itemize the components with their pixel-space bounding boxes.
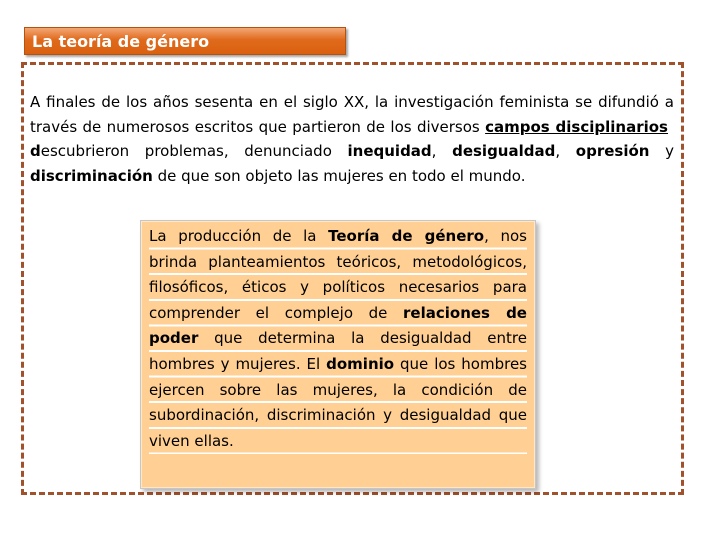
keyword-desigualdad: desigualdad	[452, 142, 556, 160]
intro-text-3: de que son objeto las mujeres en todo el mundo.	[157, 166, 526, 185]
keyword-teoria-de-genero: Teoría de género	[328, 227, 485, 245]
gender-theory-box	[140, 220, 536, 489]
keyword-inequidad: inequidad	[347, 142, 432, 160]
section-title: La teoría de género	[24, 27, 346, 55]
keyword-dominio: dominio	[326, 354, 395, 373]
keyword-relaciones-de-poder: relaciones de poder	[149, 303, 527, 348]
intro-text-2: escubrieron problemas, denunciado	[40, 142, 348, 160]
gender-theory-text: La producción de la Teoría de género, nos brinda planteamientos teóricos, metodológicos, filosóficos, éticos y políticos necesarios para comprender el complejo de relaciones de poder que determina la desigualdad entre hombres y mujeres. El dominio que los hombres ejercen sobre las mujeres, la condición de subordinación, discriminación y desigualdad que viven ellas.	[149, 224, 527, 454]
intro-text-1: A finales de los años sesenta en el siglo XX, la investigación feminista se difundió a través de numerosos escritos que partieron de los diversos	[30, 93, 674, 136]
keyword-discriminacion: discriminación	[30, 166, 153, 185]
keyword-d: d	[30, 142, 41, 160]
keyword-opresion: opresión	[575, 142, 650, 160]
intro-paragraph: A finales de los años sesenta en el siglo XX, la investigación feminista se difundió a través de numerosos escritos que partieron de los diversos campos disciplinarios descubrieron problemas, denunciado inequidad, desigualdad, opresión y discriminación de que son objeto las mujeres en todo el mundo.	[30, 93, 674, 185]
keyword-campos-disciplinarios: campos disciplinarios	[485, 117, 668, 136]
